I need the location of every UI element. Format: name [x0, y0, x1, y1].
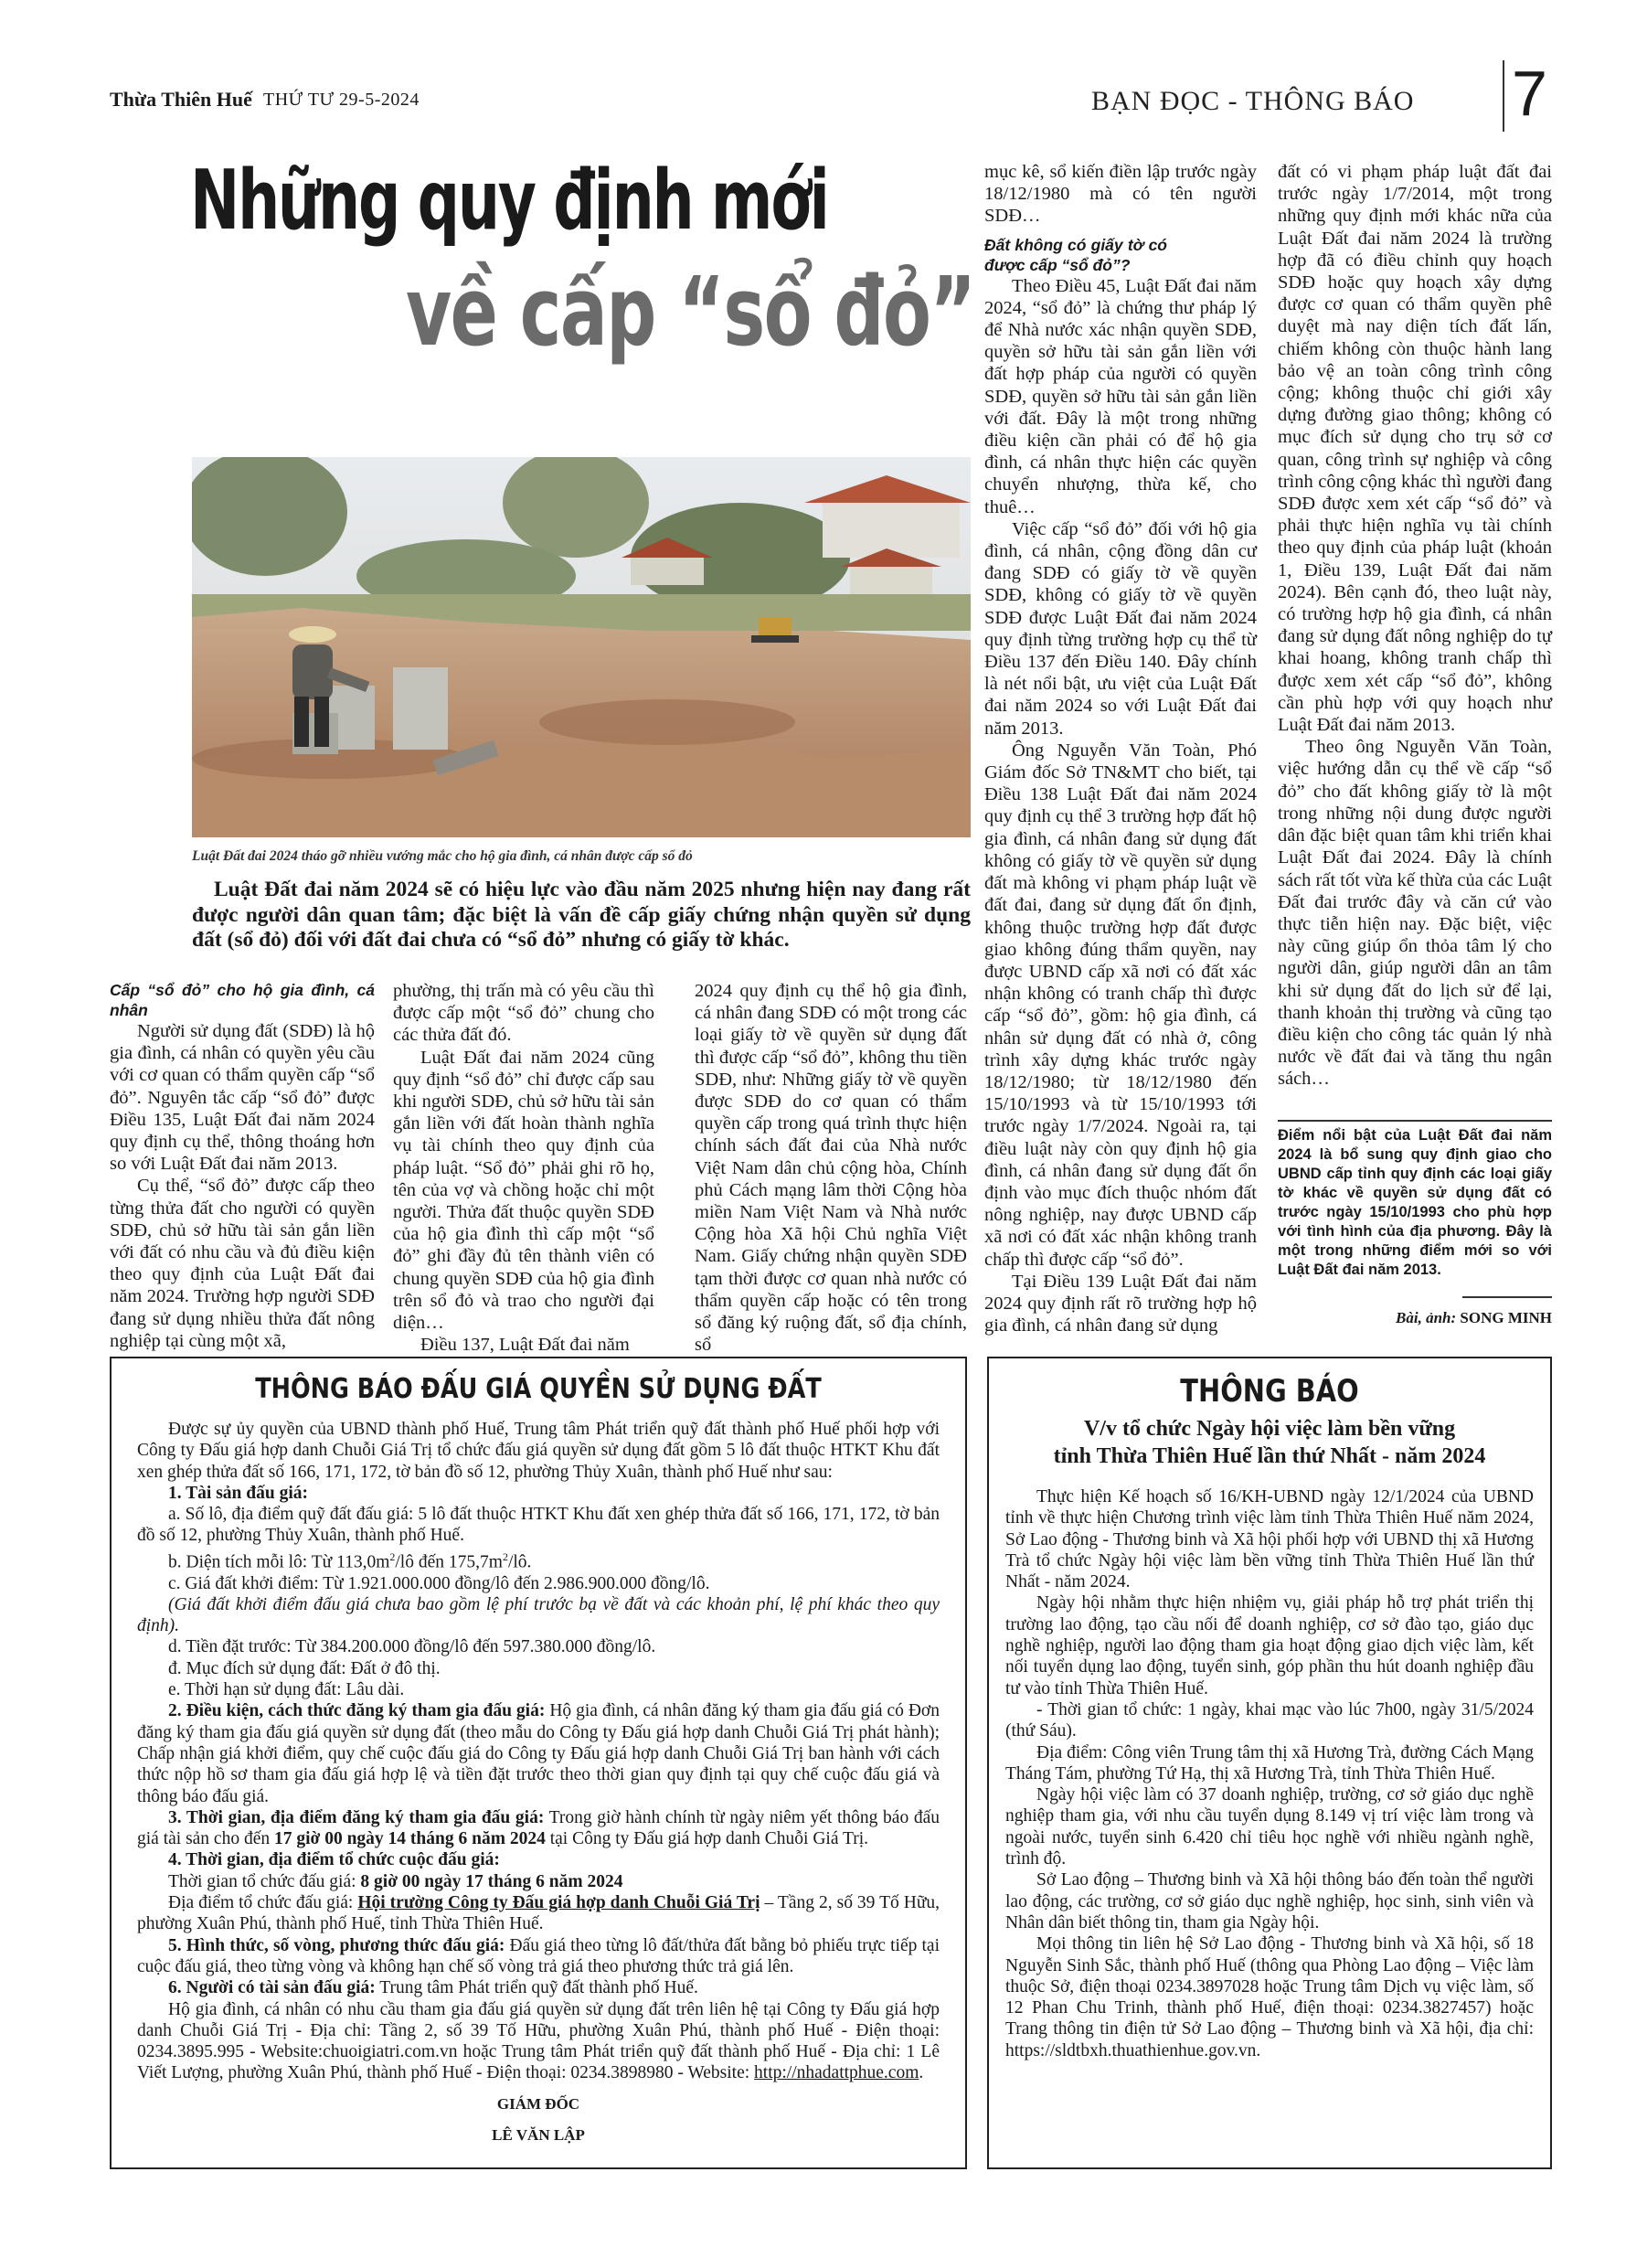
paragraph: Thực hiện Kế hoạch số 16/KH-UBND ngày 12/1/2024 của UBND tỉnh về thực hiện Chương trình việc làm tỉnh Thừa Thiên Huế năm 2024, Sở Lao động - Thương binh và Xã hội phối hợp với UBND thị xã Hương Trà tổ chức Ngày hội việc làm bền vững tỉnh Thừa Thiên Huế lần thứ Nhất - năm 2024. [1005, 1487, 1534, 1592]
auction-section-2: 2. Điều kiện, cách thức đăng ký tham gia đấu giá: Hộ gia đình, cá nhân đăng ký tham gia đấu giá có Đơn đăng ký tham gia đấu giá quyền sử dụng đất (theo mẫu do Công ty Đấu giá hợp danh Chuỗi Giá Trị phát hành); Chấp nhận giá khởi điểm, quy chế cuộc đấu giá do Công ty Đấu giá hợp danh Chuỗi Giá Trị ban hành với cách thức nộp hồ sơ tham gia đấu giá hợp lệ và tiền đặt trước theo thời gian quy định tại quy chế cuộc đấu giá và thông báo đấu giá. [137, 1701, 940, 1806]
auction-notice [110, 1357, 967, 2169]
paragraph: 2024 quy định cụ thể hộ gia đình, cá nhân đang SDĐ có một trong các loại giấy tờ về quyền sử dụng đất thì được cấp “sổ đỏ”, không thu tiền SDĐ, như: Những giấy tờ về quyền được SDĐ do cơ quan có thẩm quyền cấp trong quá trình thực hiện chính sách đất đai của Nhà nước Việt Nam dân chủ cộng hòa, Chính phủ Cách mạng lâm thời Cộng hòa miền Nam Việt Nam và Nhà nước Cộng hòa Xã hội Chủ nghĩa Việt Nam. Giấy chứng nhận quyền SDĐ tạm thời được cơ quan nhà nước có thẩm quyền cấp hoặc có tên trong sổ đăng ký ruộng đất, sổ địa chính, sổ [695, 981, 967, 1356]
article-lead: Luật Đất đai năm 2024 sẽ có hiệu lực vào đầu năm 2025 nhưng hiện nay đang rất được người dân quan tâm; đặc biệt là vấn đề cấp giấy chứng nhận quyền sử dụng đất (sổ đỏ) đối với đất đai chưa có “sổ đỏ” nhưng có giấy tờ khác. [192, 878, 971, 952]
auction-item-a: a. Số lô, địa điểm quỹ đất đấu giá: 5 lô đất thuộc HTKT Khu đất xen ghép thửa đất số 166, 171, 172, tờ bản đồ số 12, phường Thủy Xuân, thành phố Huế. [137, 1505, 940, 1546]
paragraph: Mọi thông tin liên hệ Sở Lao động - Thương binh và Xã hội, số 18 Nguyễn Sinh Sắc, thành phố Huế (thông qua Phòng Lao động – Việc làm thuộc Sở, điện thoại 0234.3897028 hoặc Trung tâm Dịch vụ việc làm, số 12 Phan Chu Trinh, thành phố Huế, điện thoại: 0234.3827457) hoặc Trang thông tin điện tử Sở Lao động – Thương binh và Xã hội, địa chỉ: https://sldtbxh.thuathienhue.gov.vn. [1005, 1934, 1534, 2060]
auction-section-6: 6. Người có tài sản đấu giá: Trung tâm Phát triển quỹ đất thành phố Huế. [168, 1978, 698, 1998]
byline-label: Bài, ảnh: [1396, 1309, 1461, 1326]
paragraph: - Thời gian tổ chức: 1 ngày, khai mạc vào lúc 7h00, ngày 31/5/2024 (thứ Sáu). [1005, 1699, 1534, 1741]
signer-title: GIÁM ĐỐC [496, 2094, 580, 2113]
issue-date: THỨ TƯ 29-5-2024 [263, 90, 420, 110]
paper-name: Thừa Thiên Huế [110, 88, 252, 111]
auction-time: Thời gian tổ chức đấu giá: 8 giờ 00 ngày 17 tháng 6 năm 2024 [168, 1871, 623, 1891]
auction-notice-title: THÔNG BÁO ĐẤU GIÁ QUYỀN SỬ DỤNG ĐẤT [255, 1373, 822, 1405]
auction-price-note: (Giá đất khởi điểm đấu giá chưa bao gồm lệ phí trước bạ về đất và các khoản phí, lệ phí khác theo quy định). [137, 1594, 940, 1636]
page-number: 7 [1512, 58, 1547, 129]
byline [1278, 1309, 1552, 1327]
construction-site-photo [192, 457, 971, 837]
paragraph: Theo ông Nguyễn Văn Toàn, việc hướng dẫn cụ thể về cấp “sổ đỏ” cho đất không giấy tờ là một trong những nội dung được người dân đặc biệt quan tâm khi triển khai Luật Đất đai 2024. Đây là chính sách rất tốt vừa kế thừa của các Luật Đất đai trước đây và căn cứ vào thực tiễn hiện nay. Đặc biệt, việc này cũng giúp ổn thỏa tâm lý cho người dân, giúp người dân an tâm khi sử dụng đất do lịch sử để lại, thanh khoản thị trường và cũng tạo điều kiện cho công tác quản lý nhà nước về đất đai và tăng thu ngân sách… [1278, 737, 1552, 1090]
auction-item-dd: đ. Mục đích sử dụng đất: Đất ở đô thị. [168, 1658, 441, 1678]
auction-item-e: e. Thời hạn sử dụng đất: Lâu dài. [168, 1680, 405, 1700]
headline-line-2: về cấp “sổ đỏ” [406, 256, 975, 367]
byline-name: SONG MINH [1460, 1309, 1552, 1326]
article-column-2 [393, 980, 654, 1356]
highlight-divider [1278, 1120, 1552, 1122]
headline-line-1: Những quy định mới [190, 153, 828, 249]
auction-section-5: 5. Hình thức, số vòng, phương thức đấu giá: Đấu giá theo từng lô đất/thửa đất bằng bỏ phiếu trực tiếp tại cuộc đấu giá, theo từng vòng và không hạn chế số vòng trả giá theo phương thức trả giá lên. [137, 1935, 940, 1976]
photo-caption: Luật Đất đai 2024 tháo gỡ nhiều vướng mắc cho hộ gia đình, cá nhân được cấp sổ đỏ [192, 848, 693, 864]
highlight-box: Điểm nổi bật của Luật Đất đai năm 2024 là bổ sung quy định giao cho UBND cấp tỉnh quy định các loại giấy tờ khác về quyền sử dụng đất có trước ngày 15/10/1993 cho phù hợp với tình hình của địa phương. Đây là một trong những điểm mới so với Luật Đất đai năm 2013. [1278, 1127, 1552, 1278]
header-divider [1503, 60, 1504, 132]
subhead-ho-gia-dinh: Cấp “sổ đỏ” cho hộ gia đình, cá nhân [110, 981, 375, 1019]
paragraph: Ông Nguyễn Văn Toàn, Phó Giám đốc Sở TN&MT cho biết, tại Điều 138 Luật Đất đai năm 2024 quy định cụ thể 3 trường hợp đất hộ gia đình, cá nhân đang sử dụng đất không có giấy tờ về quyền sử dụng đất mà không vi phạm pháp luật về đất đai, đang sử dụng đất ổn định, không thuộc trường hợp đất được giao không đúng thẩm quyền, nay được UBND cấp xã nơi có đất xác nhận không có tranh chấp thì được cấp “sổ đỏ”, gồm: hộ gia đình, cá nhân sử dụng đất có nhà ở, công trình xây dựng khác trước ngày 18/12/1980; từ 18/12/1980 đến 15/10/1993 và từ 15/10/1993 tới trước ngày 1/7/2024. Ngoài ra, tại điều luật này còn quy định hộ gia đình, cá nhân đang sử dụng đất ổn định vào mục đích thuộc nhóm đất nông nghiệp, nay được UBND cấp xã nơi có đất xác nhận không tranh chấp thì được cấp “sổ đỏ”. [984, 740, 1257, 1270]
paragraph: Điều 137, Luật Đất đai năm [420, 1335, 630, 1356]
subhead-dat-khong-giay-to: Đất không có giấy tờ có được cấp “sổ đỏ”? [984, 235, 1167, 274]
paragraph: mục kê, sổ kiến điền lập trước ngày 18/12/1980 mà có tên người SDĐ… [984, 162, 1257, 227]
paragraph: Người sử dụng đất (SDĐ) là hộ gia đình, cá nhân có quyền yêu cầu với cơ quan có thẩm quyền cấp “sổ đỏ”. Nguyên tắc cấp “sổ đỏ” được Điều 135, Luật Đất đai năm 2024 quy định cụ thể, thông thoáng hơn so với Luật Đất đai năm 2013. [110, 1021, 375, 1175]
paragraph: Việc cấp “sổ đỏ” đối với hộ gia đình, cá nhân, cộng đồng dân cư đang SDĐ có giấy tờ về quyền SDĐ, không có giấy tờ về quyền SDĐ được Luật Đất đai năm 2024 quy định từng trường hợp cụ thể từ Điều 137 đến Điều 140. Đây chính là nét nổi bật, ưu việt của Luật Đất đai năm 2024 so với Luật Đất đai năm 2013. [984, 518, 1257, 739]
paragraph: Theo Điều 45, Luật Đất đai năm 2024, “sổ đỏ” là chứng thư pháp lý để Nhà nước xác nhận quyền SDĐ, quyền sở hữu tài sản gắn liền với đất hợp pháp của người có quyền SDĐ, quyền sở hữu tài sản gắn liền với đất. Đây là một trong những điều kiện cần phải có để hộ gia đình, cá nhân thực hiện các quyền chuyển nhượng, thừa kế, cho thuê… [984, 275, 1257, 517]
masthead [110, 58, 1554, 129]
auction-section-3: 3. Thời gian, địa điểm đăng ký tham gia đấu giá: Trong giờ hành chính từ ngày niêm yết thông báo đấu giá tài sản cho đến 17 giờ 00 ngày 14 tháng 6 năm 2024 tại Công ty Đấu giá hợp danh Chuỗi Giá Trị. [137, 1807, 940, 1849]
auction-place: Địa điểm tổ chức đấu giá: Hội trường Công ty Đấu giá hợp danh Chuỗi Giá Trị – Tầng 2, số 39 Tố Hữu, phường Xuân Phú, thành phố Huế, tỉnh Thừa Thiên Huế. [137, 1893, 940, 1934]
article-column-1 [110, 980, 375, 1352]
job-notice-title: THÔNG BÁO [1180, 1373, 1359, 1410]
paragraph: Sở Lao động – Thương binh và Xã hội thông báo đến toàn thể người lao động, các trường, cơ sở giáo dục nghề nghiệp, học sinh, sinh viên và Nhân dân biết thông tin, tham gia Ngày hội. [1005, 1870, 1534, 1933]
job-fair-notice [987, 1357, 1552, 2169]
auction-item-b: b. Diện tích mỗi lô: Từ $113,0m^2/lô$ đến $175,7m^2/lô$. [168, 1549, 532, 1572]
highlight-rule [1462, 1296, 1552, 1298]
paragraph: Ngày hội việc làm có 37 doanh nghiệp, trường, cơ sở giáo dục nghề nghiệp tham gia, với nhu cầu tuyển dụng 8.149 vị trí việc làm trong và ngoài nước, tuyển sinh 6.420 chỉ tiêu học nghề với nhiều ngành nghề, trình độ. [1005, 1785, 1534, 1869]
auction-contact: Hộ gia đình, cá nhân có nhu cầu tham gia đấu giá quyền sử dụng đất trên liên hệ tại Công ty Đấu giá hợp danh Chuỗi Giá Trị - Địa chỉ: Tầng 2, số 39 Tố Hữu, phường Xuân Phú, thành phố Huế - Điện thoại: 0234.3895.995 - Website:chuoigiatri.com.vn hoặc Trung tâm Phát triển quỹ đất thành phố Huế - Địa chỉ: 1 Lê Viết Lượng, phường Xuân Phú, thành phố Huế - Điện thoại: 0234.3898980 - Website: http://nhadattphue.com. [137, 1999, 940, 2083]
job-notice-subtitle-1: V/v tổ chức Ngày hội việc làm bền vững [1083, 1417, 1456, 1441]
auction-website-link[interactable]: http://nhadattphue.com [754, 2063, 919, 2083]
auction-item-c: c. Giá đất khởi điểm: Từ 1.921.000.000 đồng/lô đến 2.986.900.000 đồng/lô. [168, 1573, 710, 1593]
article-photo [192, 457, 971, 837]
section-title: BẠN ĐỌC - THÔNG BÁO [1091, 86, 1415, 116]
article-column-3 [695, 980, 967, 1356]
paragraph: phường, thị trấn mà có yêu cầu thì được cấp một “sổ đỏ” chung cho các thửa đất đó. [393, 981, 654, 1046]
auction-section-4-title: 4. Thời gian, địa điểm tổ chức cuộc đấu giá: [168, 1850, 500, 1870]
paragraph: Ngày hội nhằm thực hiện nhiệm vụ, giải pháp hỗ trợ phát triển thị trường lao động, tạo cầu nối để doanh nghiệp, cơ sở đào tạo, giáo dục nghề nghiệp, người lao động tham gia hoạt động giao dịch việc làm, kết nối tuyển dụng lao động, tuyển sinh, góp phần thu hút doanh nghiệp đầu tư vào tỉnh Thừa Thiên Huế. [1005, 1593, 1534, 1698]
article-column-4 [984, 161, 1257, 1336]
job-notice-subtitle-2: tỉnh Thừa Thiên Huế lần thứ Nhất - năm 2024 [1053, 1444, 1486, 1468]
auction-item-d: d. Tiền đặt trước: Từ 384.200.000 đồng/lô đến 597.380.000 đồng/lô. [168, 1637, 656, 1657]
paragraph: Cụ thể, “sổ đỏ” được cấp theo từng thửa đất cho người có quyền SDĐ, chủ sở hữu tài sản gắn liền với đất có nhu cầu và đủ điều kiện theo quy định của Luật Đất đai năm 2024. Trường hợp người SDĐ đang sử dụng nhiều thửa đất nông nghiệp tại cùng một xã, [110, 1176, 375, 1351]
paragraph: Luật Đất đai năm 2024 cũng quy định “sổ đỏ” chỉ được cấp sau khi người SDĐ, chủ sở hữu tài sản gắn liền với đất hoàn thành nghĩa vụ tài chính theo quy định của pháp luật. “Sổ đỏ” phải ghi rõ họ, tên của vợ và chồng hoặc chỉ một người. Thửa đất thuộc quyền SDĐ của hộ gia đình thì cấp một “sổ đỏ” ghi đầy đủ tên thành viên có chung quyền SDĐ của hộ gia đình trên sổ đỏ và trao cho người đại diện… [393, 1047, 654, 1334]
auction-section-1-title: 1. Tài sản đấu giá: [168, 1483, 308, 1503]
paragraph: Tại Điều 139 Luật Đất đai năm 2024 quy định rất rõ trường hợp hộ gia đình, cá nhân đang sử dụng [984, 1271, 1257, 1336]
article-column-5 [1278, 161, 1552, 1091]
paragraph: đất có vi phạm pháp luật đất đai trước ngày 1/7/2014, một trong những quy định mới khác nữa của Luật Đất đai năm 2024 là trường hợp đã có điều chỉnh quy hoạch SDĐ hoặc quy hoạch xây dựng được cơ quan có thẩm quyền phê duyệt mà nay diện tích đất lấn, chiếm không còn thuộc hành lang bảo vệ an toàn công trình công cộng; không thuộc chỉ giới xây dựng đường giao thông; không có mục đích sử dụng cho trụ sở cơ quan, công trình sự nghiệp và công trình công cộng khác thì người đang SDĐ được xem xét cấp “sổ đỏ” và phải thực hiện nghĩa vụ tài chính theo quy định của pháp luật (khoản 1, Điều 139, Luật Đất đai năm 2024). Bên cạnh đó, theo luật này, có trường hợp hộ gia đình, cá nhân đang sử dụng đất nông nghiệp do tự khai hoang, không tranh chấp thì được xem xét cấp “sổ đỏ”, không cần phù hợp với quy hoạch như Luật Đất đai năm 2013. [1278, 162, 1552, 736]
signer-name: LÊ VĂN LẬP [492, 2125, 585, 2144]
auction-intro: Được sự ủy quyền của UBND thành phố Huế, Trung tâm Phát triển quỹ đất thành phố Huế phối hợp với Công ty Đấu giá hợp danh Chuỗi Giá Trị tổ chức đấu giá quyền sử dụng đất gồm 5 lô đất thuộc HTKT Khu đất xen ghép thửa đất số 166, 171, 172, tờ bản đồ số 12, phường Thủy Xuân, thành phố Huế như sau: [137, 1420, 940, 1482]
paragraph: Địa điểm: Công viên Trung tâm thị xã Hương Trà, đường Cách Mạng Tháng Tám, phường Tứ Hạ, thị xã Hương Trà, tỉnh Thừa Thiên Huế. [1005, 1742, 1534, 1784]
